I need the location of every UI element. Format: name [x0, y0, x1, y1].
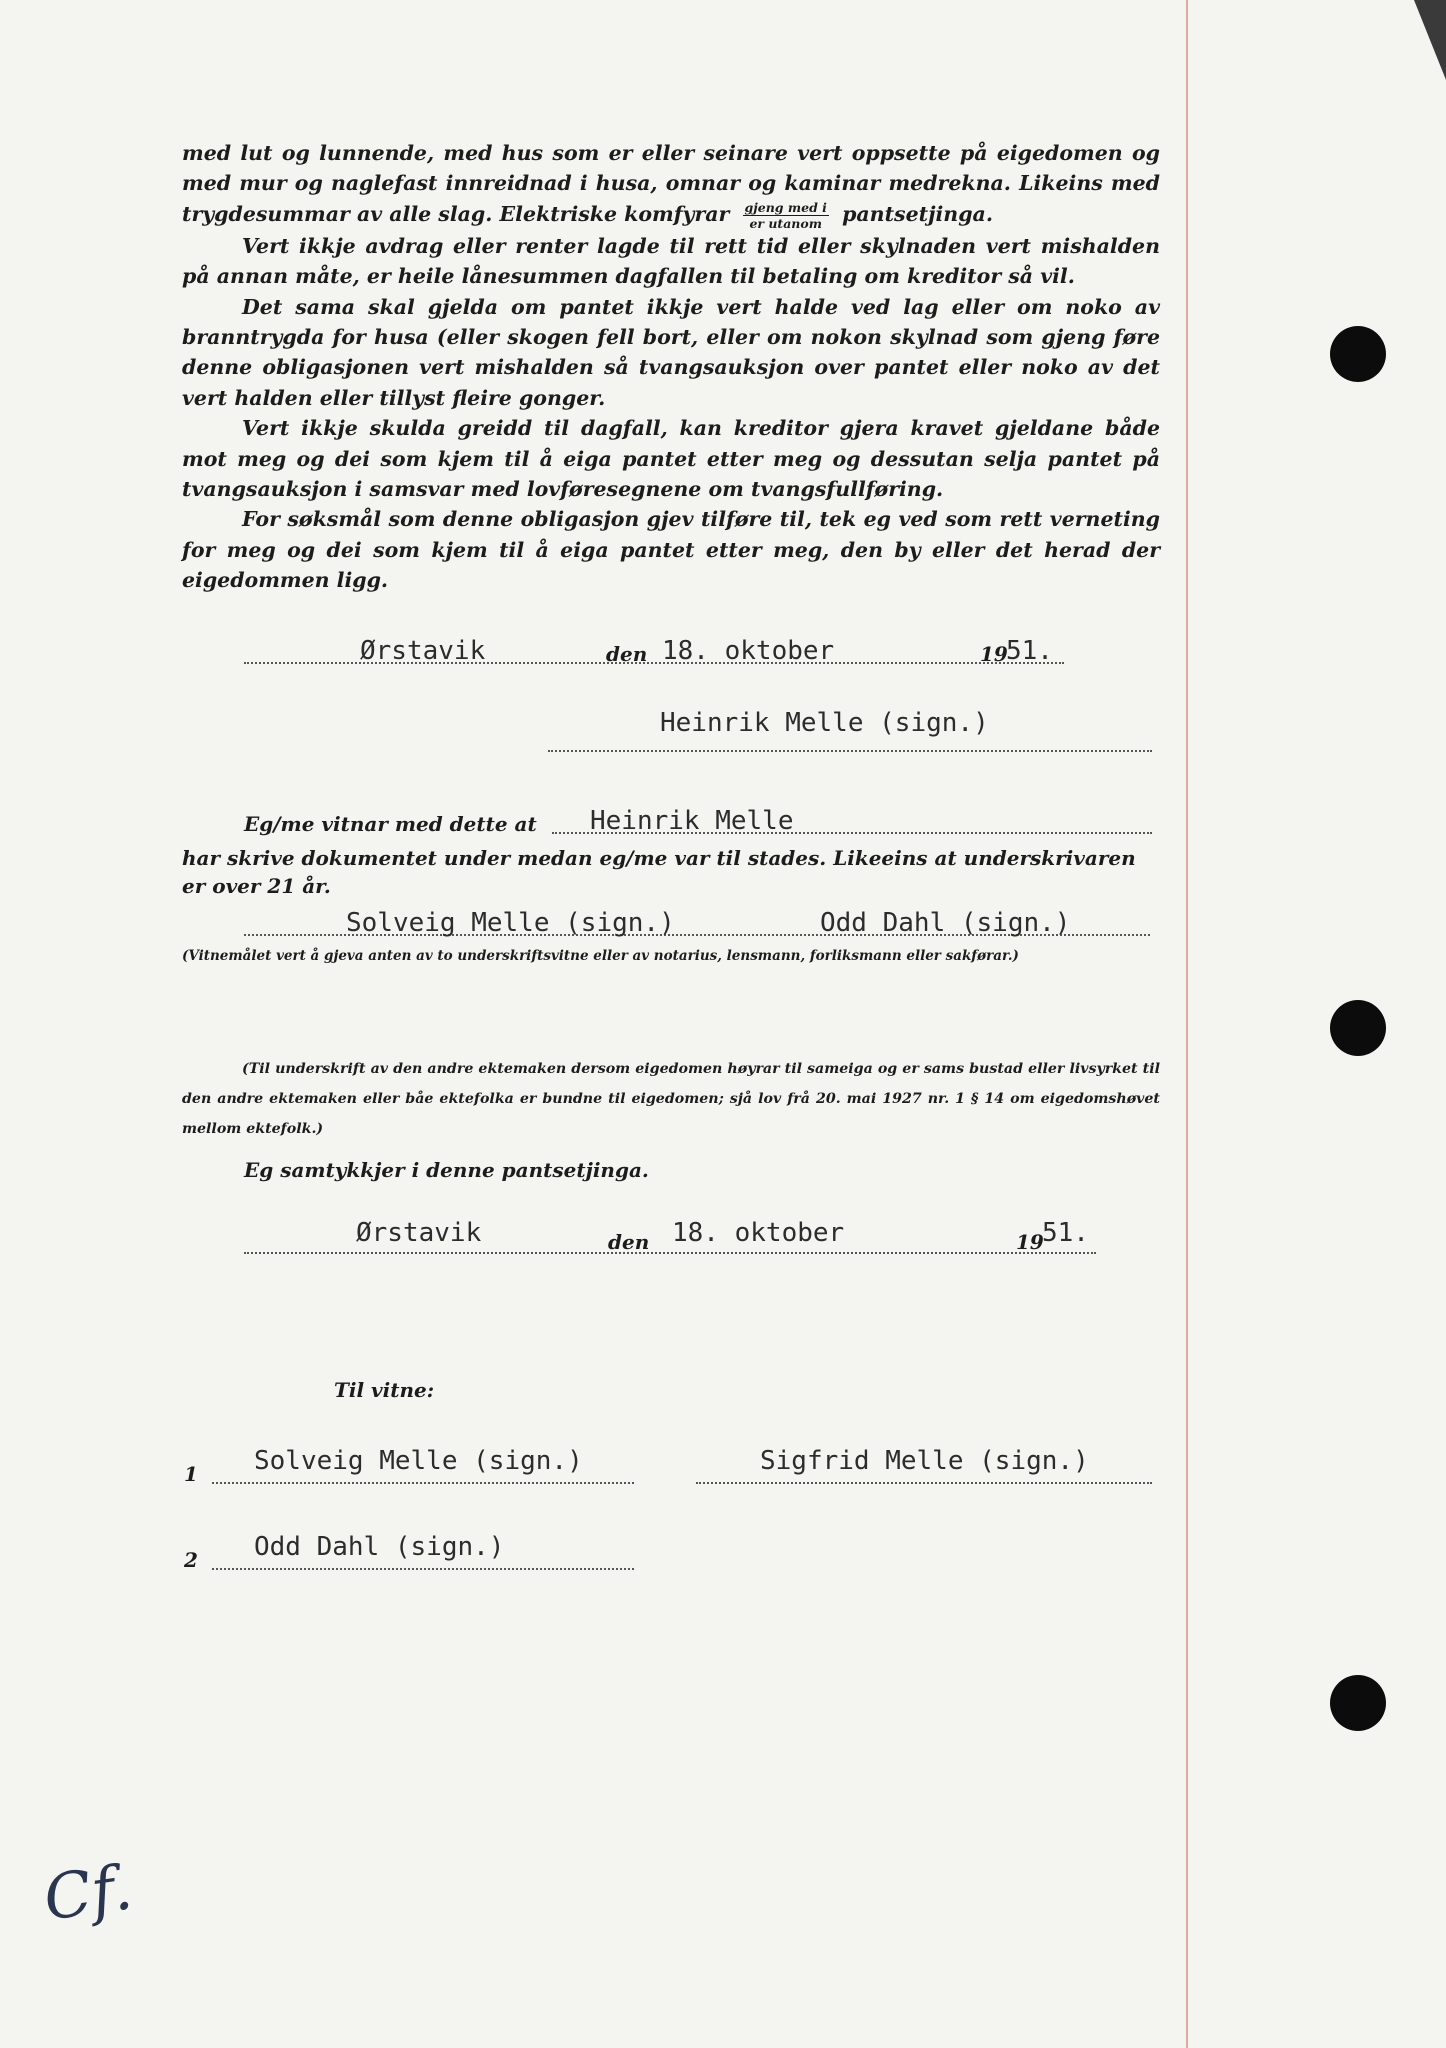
- year-suffix-2: 51.: [1042, 1218, 1089, 1248]
- signing-date-1: 18. oktober: [662, 636, 835, 666]
- den-label-2: den: [608, 1230, 650, 1254]
- witness-row-1-number: 1: [184, 1462, 198, 1486]
- witness1-signature: Solveig Melle (sign.): [346, 908, 675, 938]
- den-label-1: den: [606, 642, 648, 666]
- witness-line-2: har skrive dokumentet under medan eg/me var til stades. Likeeins at underskrivaren: [182, 846, 1136, 870]
- witness-requirement-note: (Vitnemålet vert å gjeva anten av to underskriftsvitne eller av notarius, lensmann, forliksmann eller sakførar.): [182, 948, 1019, 964]
- paragraph-insurance: Det sama skal gjelda om pantet ikkje vert halde ved lag eller om noko av branntrygda for husa (eller skogen fell bort, eller om nokon skylnad som gjeng føre denne obligasjonen vert mishalden så tvangsauksjon over pantet eller noko av det vert halden eller tillyst fleire gonger.: [182, 294, 1160, 410]
- paragraph-venue: For søksmål som denne obligasjon gjev tilføre til, tek eg ved som rett verneting for meg og dei som kjem til å eiga pantet etter meg, den by eller det herad der eigedommen ligg.: [182, 507, 1160, 593]
- witness2-signature: Odd Dahl (sign.): [820, 908, 1071, 938]
- punch-hole-middle: [1330, 1000, 1386, 1056]
- paragraph1-text: med lut og lunnende, med hus som er eller seinare vert oppsette på eigedomen og med mur og naglefast innreidnad i husa, omnar og kaminar medrekna. Likeins med trygdesummar av alle slag. Elektriske komfyrar: [182, 141, 1160, 226]
- punch-hole-bottom: [1330, 1675, 1386, 1731]
- fraction-top: gjeng med i: [744, 199, 827, 215]
- spouse-consent-note: (Til underskrift av den andre ektemaken dersom eigedomen høyrar til sameiga og er sams bustad eller livsyrket til den andre ektemaken eller båe ektefolka er bundne til eigedomen; sjå lov frå 20. mai 1927 nr. 1 § 14 om eigedomshøvet mellom ektefolk.): [182, 1061, 1160, 1137]
- signature-line-1: [548, 750, 1152, 752]
- witnessed-signer-name: Heinrik Melle: [590, 806, 794, 836]
- mortgage-terms-text: [182, 138, 1160, 596]
- signing-date-2: 18. oktober: [672, 1218, 845, 1248]
- witness-row-1-left: Solveig Melle (sign.): [254, 1446, 583, 1476]
- year-suffix-1: 51.: [1006, 636, 1053, 666]
- paragraph-default: Vert ikkje avdrag eller renter lagde til rett tid eller skylnaden vert mishalden på annan måte, er heile lånesummen dagfallen til betaling om kreditor så vil.: [182, 233, 1160, 289]
- year-prefix-1: 19: [980, 642, 1008, 666]
- date-line-2: [244, 1252, 1096, 1254]
- witness-row-2-number: 2: [184, 1548, 198, 1572]
- witness-line-3: er over 21 år.: [182, 874, 331, 898]
- paragraph1-end: pantsetjinga.: [842, 201, 993, 226]
- year-prefix-2: 19: [1016, 1230, 1044, 1254]
- witness-row-1-right-line: [696, 1482, 1152, 1484]
- consent-statement: Eg samtykkjer i denne pantsetjinga.: [244, 1158, 649, 1182]
- margin-line: [1186, 0, 1188, 2048]
- witness-row-1-right: Sigfrid Melle (sign.): [760, 1446, 1089, 1476]
- witness-row-1-left-line: [212, 1482, 634, 1484]
- signing-place-1: Ørstavik: [360, 636, 486, 666]
- paragraph-property-scope: [182, 138, 1160, 231]
- witness-row-2-left: Odd Dahl (sign.): [254, 1532, 505, 1562]
- punch-hole-top: [1330, 326, 1386, 382]
- witnesses-heading: Til vitne:: [334, 1378, 435, 1402]
- fraction-bottom: er utanom: [749, 215, 822, 231]
- signing-place-2: Ørstavik: [356, 1218, 482, 1248]
- paragraph-enforcement: Vert ikkje skulda greidd til dagfall, kan kreditor gjera kravet gjeldane både mot meg og dei som kjem til å eiga pantet etter meg og dessutan selja pantet på tvangsauksjon i samsvar med lovføresegnene om tvangsfullføring.: [182, 416, 1160, 502]
- witness-lead: Eg/me vitnar med dette at: [244, 812, 537, 836]
- handwritten-note: Cf.: [39, 1850, 137, 1935]
- inclusion-fraction: [743, 200, 829, 231]
- folded-corner: [1414, 0, 1446, 80]
- signer-signature: Heinrik Melle (sign.): [660, 708, 989, 738]
- witness-row-2-line: [212, 1568, 634, 1570]
